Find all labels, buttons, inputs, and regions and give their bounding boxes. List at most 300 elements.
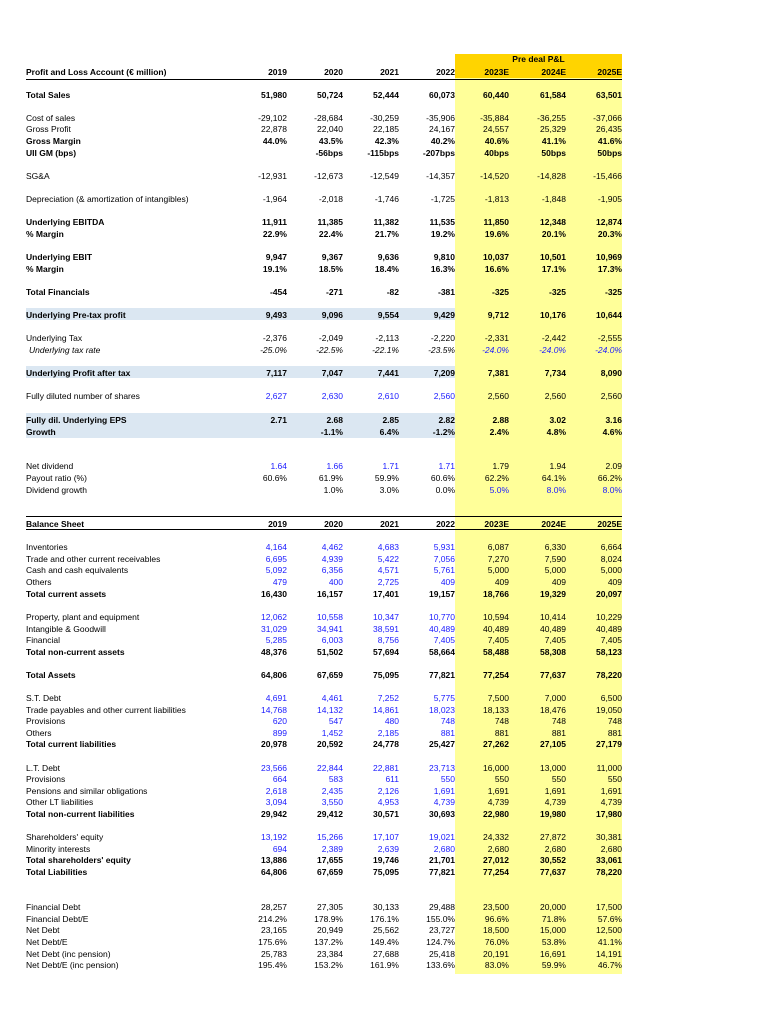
cell-value: 12,348 bbox=[540, 217, 566, 227]
cell-value: 2,680 bbox=[433, 844, 455, 854]
row-label: Total Sales bbox=[26, 90, 71, 100]
row-label: % Margin bbox=[26, 264, 64, 274]
row-label: Gross Margin bbox=[26, 136, 81, 146]
cell-value: -1,746 bbox=[374, 194, 399, 204]
cell-value: 748 bbox=[440, 716, 455, 726]
bs-year-header: 2025E bbox=[597, 519, 622, 529]
cell-value: 5,092 bbox=[265, 565, 287, 575]
cell-value: 2,680 bbox=[600, 844, 622, 854]
row-label: Underlying Tax bbox=[26, 333, 83, 343]
cell-value: 23,165 bbox=[261, 925, 287, 935]
cell-value: -1,964 bbox=[262, 194, 287, 204]
cell-value: 176.1% bbox=[370, 914, 399, 924]
row-label: Cash and cash equivalents bbox=[26, 565, 129, 575]
cell-value: 17.3% bbox=[597, 264, 622, 274]
cell-value: 51,980 bbox=[261, 90, 287, 100]
cell-value: 22,185 bbox=[373, 124, 399, 134]
cell-value: 27,262 bbox=[483, 739, 509, 749]
cell-value: 13,886 bbox=[261, 855, 287, 865]
cell-value: 78,220 bbox=[596, 670, 622, 680]
cell-value: 153.2% bbox=[314, 960, 343, 970]
cell-value: 881 bbox=[440, 728, 455, 738]
cell-value: 59.9% bbox=[541, 960, 566, 970]
cell-value: -2,049 bbox=[318, 333, 343, 343]
cell-value: 2,560 bbox=[544, 391, 566, 401]
cell-value: 5,761 bbox=[433, 565, 455, 575]
bs-year-header: 2024E bbox=[541, 519, 566, 529]
bs-year-header: 2019 bbox=[268, 519, 287, 529]
row-label: Underlying EBITDA bbox=[26, 217, 105, 227]
cell-value: 17,655 bbox=[317, 855, 343, 865]
row-label: Other LT liabilities bbox=[26, 797, 94, 807]
cell-value: -2,376 bbox=[262, 333, 287, 343]
cell-value: 5.0% bbox=[489, 485, 509, 495]
cell-value: 23,384 bbox=[317, 949, 343, 959]
cell-value: 9,947 bbox=[265, 252, 287, 262]
cell-value: 161.9% bbox=[370, 960, 399, 970]
cell-value: 1,691 bbox=[433, 786, 455, 796]
cell-value: 7,047 bbox=[321, 368, 343, 378]
cell-value: 6,664 bbox=[600, 542, 622, 552]
cell-value: 2.09 bbox=[605, 461, 622, 471]
row-label: Intangible & Goodwill bbox=[26, 624, 106, 634]
cell-value: 2,389 bbox=[321, 844, 343, 854]
cell-value: 2,126 bbox=[377, 786, 399, 796]
cell-value: 881 bbox=[607, 728, 622, 738]
cell-value: 4,683 bbox=[377, 542, 399, 552]
cell-value: 7,734 bbox=[544, 368, 566, 378]
cell-value: 58,308 bbox=[540, 647, 566, 657]
cell-value: -2,220 bbox=[430, 333, 455, 343]
bs-year-header: 2020 bbox=[324, 519, 343, 529]
row-label: Gross Profit bbox=[26, 124, 71, 134]
cell-value: 40,489 bbox=[483, 624, 509, 634]
row-label: Fully dil. Underlying EPS bbox=[26, 415, 127, 425]
row-label: Underlying EBIT bbox=[26, 252, 93, 262]
cell-value: 13,000 bbox=[540, 763, 566, 773]
cell-value: 63,501 bbox=[596, 90, 622, 100]
row-label: Underlying tax rate bbox=[29, 345, 101, 355]
cell-value: 175.6% bbox=[258, 937, 287, 947]
row-label: Financial Debt bbox=[26, 902, 81, 912]
cell-value: 14,132 bbox=[317, 705, 343, 715]
cell-value: 409 bbox=[440, 577, 455, 587]
cell-value: 2,560 bbox=[433, 391, 455, 401]
cell-value: 8,024 bbox=[600, 554, 622, 564]
cell-value: -1,905 bbox=[597, 194, 622, 204]
cell-value: -36,255 bbox=[537, 113, 566, 123]
cell-value: 20,949 bbox=[317, 925, 343, 935]
cell-value: -1,725 bbox=[430, 194, 455, 204]
cell-value: 15,000 bbox=[540, 925, 566, 935]
cell-value: 4,739 bbox=[600, 797, 622, 807]
cell-value: 14,768 bbox=[261, 705, 287, 715]
cell-value: 881 bbox=[494, 728, 509, 738]
cell-value: 2,630 bbox=[321, 391, 343, 401]
cell-value: 40,489 bbox=[429, 624, 455, 634]
cell-value: 28,257 bbox=[261, 902, 287, 912]
cell-value: 2,435 bbox=[321, 786, 343, 796]
cell-value: 20,000 bbox=[540, 902, 566, 912]
cell-value: 50bps bbox=[597, 148, 622, 158]
cell-value: 7,405 bbox=[487, 635, 509, 645]
cell-value: 38,591 bbox=[373, 624, 399, 634]
cell-value: 64,806 bbox=[261, 670, 287, 680]
cell-value: 9,554 bbox=[377, 310, 399, 320]
cell-value: 41.1% bbox=[597, 937, 622, 947]
cell-value: -115bps bbox=[367, 148, 399, 158]
cell-value: -207bps bbox=[422, 148, 455, 158]
cell-value: 58,664 bbox=[429, 647, 455, 657]
cell-value: 3.16 bbox=[605, 415, 622, 425]
row-label: Shareholders' equity bbox=[26, 832, 104, 842]
cell-value: 214.2% bbox=[258, 914, 287, 924]
cell-value: 10,414 bbox=[540, 612, 566, 622]
cell-value: 480 bbox=[384, 716, 399, 726]
cell-value: 2,185 bbox=[377, 728, 399, 738]
pnl-year-header: 2019 bbox=[268, 67, 287, 77]
cell-value: 5,775 bbox=[433, 693, 455, 703]
row-label: Net Debt/E (inc pension) bbox=[26, 960, 119, 970]
cell-value: -325 bbox=[548, 287, 566, 297]
cell-value: 83.0% bbox=[484, 960, 509, 970]
cell-value: 20.1% bbox=[541, 229, 566, 239]
cell-value: 10,501 bbox=[540, 252, 566, 262]
cell-value: 16.6% bbox=[484, 264, 509, 274]
row-label: Growth bbox=[26, 427, 56, 437]
pnl-year-header: 2020 bbox=[324, 67, 343, 77]
cell-value: 3,550 bbox=[321, 797, 343, 807]
cell-value: 4,461 bbox=[321, 693, 343, 703]
row-label: S.T. Debt bbox=[26, 693, 61, 703]
row-label: Others bbox=[26, 577, 52, 587]
cell-value: 16,157 bbox=[317, 589, 343, 599]
cell-value: 6.4% bbox=[379, 427, 399, 437]
cell-value: 10,229 bbox=[596, 612, 622, 622]
cell-value: 50,724 bbox=[317, 90, 343, 100]
cell-value: 155.0% bbox=[426, 914, 455, 924]
cell-value: 2.82 bbox=[438, 415, 455, 425]
cell-value: 46.7% bbox=[597, 960, 622, 970]
cell-value: -30,259 bbox=[370, 113, 399, 123]
cell-value: 4.6% bbox=[602, 427, 622, 437]
cell-value: -1.1% bbox=[320, 427, 343, 437]
cell-value: 60.6% bbox=[430, 473, 455, 483]
cell-value: -271 bbox=[325, 287, 343, 297]
cell-value: 30,552 bbox=[540, 855, 566, 865]
cell-value: 2.68 bbox=[326, 415, 343, 425]
cell-value: -12,549 bbox=[370, 171, 399, 181]
cell-value: 50bps bbox=[541, 148, 566, 158]
cell-value: 19.2% bbox=[430, 229, 455, 239]
cell-value: 17,980 bbox=[596, 809, 622, 819]
cell-value: 7,270 bbox=[487, 554, 509, 564]
cell-value: -25.0% bbox=[260, 345, 287, 355]
row-label: Net dividend bbox=[26, 461, 74, 471]
cell-value: 664 bbox=[272, 774, 287, 784]
row-label: Property, plant and equipment bbox=[26, 612, 140, 622]
cell-value: 26,435 bbox=[596, 124, 622, 134]
cell-value: 17.1% bbox=[541, 264, 566, 274]
cell-value: 25,562 bbox=[373, 925, 399, 935]
cell-value: 60,440 bbox=[483, 90, 509, 100]
cell-value: 9,096 bbox=[321, 310, 343, 320]
cell-value: 19,746 bbox=[373, 855, 399, 865]
cell-value: 19.6% bbox=[484, 229, 509, 239]
cell-value: 5,422 bbox=[377, 554, 399, 564]
cell-value: 22.4% bbox=[318, 229, 343, 239]
cell-value: 12,874 bbox=[596, 217, 622, 227]
row-label: Financial Debt/E bbox=[26, 914, 89, 924]
cell-value: 2,560 bbox=[600, 391, 622, 401]
cell-value: 60,073 bbox=[429, 90, 455, 100]
cell-value: 4,739 bbox=[544, 797, 566, 807]
cell-value: 4,462 bbox=[321, 542, 343, 552]
cell-value: 9,367 bbox=[321, 252, 343, 262]
cell-value: 2,680 bbox=[487, 844, 509, 854]
cell-value: 409 bbox=[551, 577, 566, 587]
cell-value: 124.7% bbox=[426, 937, 455, 947]
cell-value: 33,061 bbox=[596, 855, 622, 865]
cell-value: 694 bbox=[272, 844, 287, 854]
cell-value: 30,381 bbox=[596, 832, 622, 842]
cell-value: 1.0% bbox=[323, 485, 343, 495]
cell-value: 4.8% bbox=[546, 427, 566, 437]
cell-value: 1,691 bbox=[487, 786, 509, 796]
cell-value: 23,727 bbox=[429, 925, 455, 935]
cell-value: 18,476 bbox=[540, 705, 566, 715]
cell-value: 59.9% bbox=[374, 473, 399, 483]
cell-value: 16,000 bbox=[483, 763, 509, 773]
cell-value: 881 bbox=[551, 728, 566, 738]
row-label: L.T. Debt bbox=[26, 763, 61, 773]
cell-value: -12,931 bbox=[258, 171, 287, 181]
row-label: Others bbox=[26, 728, 52, 738]
cell-value: 550 bbox=[494, 774, 509, 784]
cell-value: -22.1% bbox=[372, 345, 399, 355]
cell-value: 2,560 bbox=[487, 391, 509, 401]
bs-year-header: 2022 bbox=[436, 519, 455, 529]
cell-value: -23.5% bbox=[428, 345, 455, 355]
pnl-year-header: 2021 bbox=[380, 67, 399, 77]
cell-value: 40.2% bbox=[430, 136, 455, 146]
cell-value: 2,639 bbox=[377, 844, 399, 854]
cell-value: 2,627 bbox=[265, 391, 287, 401]
cell-value: 4,571 bbox=[377, 565, 399, 575]
cell-value: 77,254 bbox=[483, 867, 509, 877]
cell-value: 5,285 bbox=[265, 635, 287, 645]
balance-sheet-title: Balance Sheet bbox=[26, 519, 85, 529]
pnl-year-header: 2022 bbox=[436, 67, 455, 77]
row-label: Net Debt/E bbox=[26, 937, 68, 947]
cell-value: 17,401 bbox=[373, 589, 399, 599]
cell-value: 4,691 bbox=[265, 693, 287, 703]
pnl-header-underline bbox=[26, 79, 622, 80]
cell-value: 40.6% bbox=[484, 136, 509, 146]
cell-value: 15,266 bbox=[317, 832, 343, 842]
cell-value: 22,040 bbox=[317, 124, 343, 134]
cell-value: 611 bbox=[385, 774, 399, 784]
cell-value: 19,021 bbox=[429, 832, 455, 842]
cell-value: 71.8% bbox=[541, 914, 566, 924]
cell-value: 550 bbox=[551, 774, 566, 784]
cell-value: 22,980 bbox=[483, 809, 509, 819]
cell-value: 34,941 bbox=[317, 624, 343, 634]
cell-value: 4,739 bbox=[487, 797, 509, 807]
cell-value: 2.71 bbox=[270, 415, 287, 425]
cell-value: 61,584 bbox=[540, 90, 566, 100]
cell-value: 29,488 bbox=[429, 902, 455, 912]
cell-value: 583 bbox=[328, 774, 343, 784]
row-label: Payout ratio (%) bbox=[26, 473, 87, 483]
row-label: Total shareholders' equity bbox=[26, 855, 131, 865]
cell-value: -1,813 bbox=[484, 194, 509, 204]
cell-value: 19.1% bbox=[262, 264, 287, 274]
cell-value: 16,430 bbox=[261, 589, 287, 599]
cell-value: -1.2% bbox=[432, 427, 455, 437]
cell-value: -14,520 bbox=[480, 171, 509, 181]
cell-value: 18,023 bbox=[429, 705, 455, 715]
cell-value: 18,766 bbox=[483, 589, 509, 599]
cell-value: -37,066 bbox=[593, 113, 622, 123]
cell-value: 24,167 bbox=[429, 124, 455, 134]
cell-value: 2,680 bbox=[544, 844, 566, 854]
cell-value: 11,382 bbox=[373, 217, 399, 227]
cell-value: 1.79 bbox=[492, 461, 509, 471]
cell-value: 1.66 bbox=[326, 461, 343, 471]
cell-value: 48,376 bbox=[261, 647, 287, 657]
cell-value: 60.6% bbox=[262, 473, 287, 483]
cell-value: 30,571 bbox=[373, 809, 399, 819]
row-label: Trade and other current receivables bbox=[26, 554, 161, 564]
cell-value: 27,305 bbox=[317, 902, 343, 912]
cell-value: 2,618 bbox=[265, 786, 287, 796]
bs-header-underline bbox=[26, 529, 622, 530]
cell-value: 58,123 bbox=[596, 647, 622, 657]
cell-value: -2,442 bbox=[541, 333, 566, 343]
cell-value: 19,157 bbox=[429, 589, 455, 599]
row-label: Underlying Pre-tax profit bbox=[26, 310, 126, 320]
cell-value: 58,488 bbox=[483, 647, 509, 657]
cell-value: 1,452 bbox=[321, 728, 343, 738]
cell-value: 9,493 bbox=[265, 310, 287, 320]
cell-value: 4,164 bbox=[265, 542, 287, 552]
cell-value: 3,094 bbox=[265, 797, 287, 807]
cell-value: 7,117 bbox=[266, 368, 287, 378]
cell-value: 550 bbox=[607, 774, 622, 784]
cell-value: 41.6% bbox=[597, 136, 622, 146]
cell-value: 64.1% bbox=[541, 473, 566, 483]
cell-value: 400 bbox=[328, 577, 343, 587]
cell-value: 195.4% bbox=[258, 960, 287, 970]
cell-value: -2,331 bbox=[484, 333, 509, 343]
cell-value: -12,673 bbox=[314, 171, 343, 181]
cell-value: 6,330 bbox=[544, 542, 566, 552]
cell-value: 17,107 bbox=[373, 832, 399, 842]
cell-value: 6,003 bbox=[321, 635, 343, 645]
cell-value: 8,090 bbox=[600, 368, 622, 378]
cell-value: -325 bbox=[604, 287, 622, 297]
cell-value: 5,931 bbox=[433, 542, 455, 552]
cell-value: 550 bbox=[440, 774, 455, 784]
cell-value: 0.0% bbox=[435, 485, 455, 495]
cell-value: -82 bbox=[386, 287, 399, 297]
cell-value: 25,329 bbox=[540, 124, 566, 134]
cell-value: 12,500 bbox=[596, 925, 622, 935]
cell-value: -24.0% bbox=[482, 345, 509, 355]
cell-value: 8.0% bbox=[546, 485, 566, 495]
cell-value: 5,000 bbox=[487, 565, 509, 575]
row-label: Provisions bbox=[26, 774, 66, 784]
cell-value: -56bps bbox=[315, 148, 343, 158]
cell-value: 40bps bbox=[484, 148, 509, 158]
cell-value: 7,252 bbox=[377, 693, 399, 703]
cell-value: 10,594 bbox=[483, 612, 509, 622]
cell-value: 77,637 bbox=[540, 867, 566, 877]
cell-value: 43.5% bbox=[318, 136, 343, 146]
cell-value: 61.9% bbox=[318, 473, 343, 483]
row-label: Fully diluted number of shares bbox=[26, 391, 140, 401]
cell-value: 5,000 bbox=[544, 565, 566, 575]
cell-value: 748 bbox=[607, 716, 622, 726]
cell-value: -325 bbox=[491, 287, 509, 297]
cell-value: 20,097 bbox=[596, 589, 622, 599]
cell-value: 25,783 bbox=[261, 949, 287, 959]
cell-value: -14,828 bbox=[537, 171, 566, 181]
cell-value: 67,659 bbox=[317, 670, 343, 680]
cell-value: 10,037 bbox=[483, 252, 509, 262]
row-label: Cost of sales bbox=[26, 113, 76, 123]
cell-value: 20,978 bbox=[261, 739, 287, 749]
cell-value: 25,427 bbox=[429, 739, 455, 749]
cell-value: 44.0% bbox=[262, 136, 287, 146]
row-label: Underlying Profit after tax bbox=[26, 368, 131, 378]
cell-value: 1,691 bbox=[544, 786, 566, 796]
row-label: Total Assets bbox=[26, 670, 76, 680]
cell-value: 22,878 bbox=[261, 124, 287, 134]
cell-value: 14,191 bbox=[596, 949, 622, 959]
cell-value: 23,566 bbox=[261, 763, 287, 773]
cell-value: -24.0% bbox=[595, 345, 622, 355]
cell-value: 40,489 bbox=[540, 624, 566, 634]
cell-value: -2,113 bbox=[375, 333, 399, 343]
cell-value: 62.2% bbox=[484, 473, 509, 483]
cell-value: 24,557 bbox=[483, 124, 509, 134]
cell-value: 22,881 bbox=[373, 763, 399, 773]
cell-value: 3.0% bbox=[379, 485, 399, 495]
cell-value: 18,500 bbox=[483, 925, 509, 935]
row-label: SG&A bbox=[26, 171, 50, 181]
cell-value: 18.5% bbox=[318, 264, 343, 274]
row-label: Total current liabilities bbox=[26, 739, 117, 749]
row-label: UII GM (bps) bbox=[26, 148, 77, 158]
cell-value: 27,012 bbox=[483, 855, 509, 865]
cell-value: 21.7% bbox=[374, 229, 399, 239]
cell-value: 27,105 bbox=[540, 739, 566, 749]
cell-value: -28,684 bbox=[314, 113, 343, 123]
cell-value: 9,636 bbox=[377, 252, 399, 262]
cell-value: 5,000 bbox=[600, 565, 622, 575]
cell-value: 409 bbox=[494, 577, 509, 587]
cell-value: 96.6% bbox=[484, 914, 509, 924]
cell-value: 7,405 bbox=[600, 635, 622, 645]
cell-value: 18,133 bbox=[483, 705, 509, 715]
cell-value: -454 bbox=[269, 287, 287, 297]
row-label: Total non-current assets bbox=[26, 647, 125, 657]
cell-value: 133.6% bbox=[426, 960, 455, 970]
cell-value: 23,713 bbox=[429, 763, 455, 773]
cell-value: 620 bbox=[272, 716, 287, 726]
